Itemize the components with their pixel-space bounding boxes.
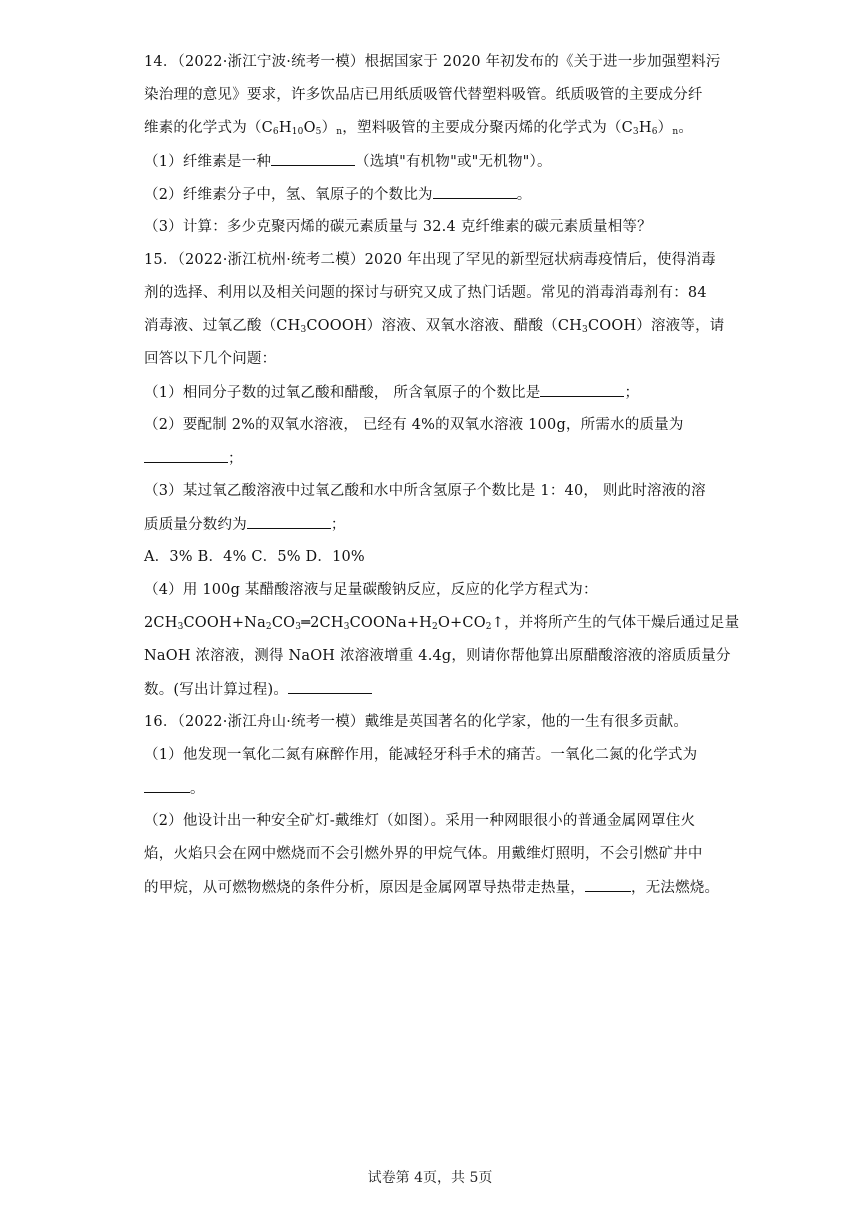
answer-blank[interactable]	[144, 778, 190, 793]
text: 维素的化学式为（C	[144, 120, 273, 136]
text: n	[672, 127, 679, 137]
q15-equation	[144, 613, 739, 633]
q16-part-2-cont: 焰，火焰只会在网中燃烧而不会引燃外界的甲烷气体。用戴维灯照明，不会引燃矿井中	[144, 846, 703, 862]
text: 2	[432, 622, 438, 632]
text: COOH+Na	[183, 615, 266, 631]
q14-line-3	[144, 118, 693, 138]
text: 消毒液、过氧乙酸（CH	[144, 318, 301, 334]
q15-part-4: （4）用 100g 某醋酸溶液与足量碳酸钠反应，反应的化学方程式为：	[144, 582, 598, 598]
text: 3	[300, 325, 307, 335]
q15-line-2: 剂的选择、利用以及相关问题的探讨与研究又成了热门话题。常见的消毒消毒剂有：84	[144, 285, 707, 301]
text: 3	[582, 325, 588, 335]
text: 3	[343, 622, 350, 632]
q16-part-2-end	[144, 877, 719, 898]
text: 6	[651, 127, 658, 137]
text: ）	[321, 120, 337, 136]
q14-part-2	[144, 184, 531, 205]
text: H	[278, 120, 292, 136]
q15-part-4-end	[144, 679, 372, 700]
text: O	[303, 120, 316, 136]
text: ；	[624, 385, 640, 401]
text: 。	[516, 187, 532, 203]
q16-part-1: （1）他发现一氧化二氮有麻醉作用，能减轻牙科手术的痛苦。一氧化二氮的化学式为	[144, 747, 698, 763]
q15-part-2-cont	[144, 448, 243, 469]
q15-part-2: （2）要配制 2%的双氧水溶液， 已经有 4%的双氧水溶液 100g，所需水的质量为	[144, 417, 684, 433]
text: n	[336, 127, 343, 137]
text: 2	[485, 622, 492, 632]
text: O+CO	[437, 615, 486, 631]
text: H	[638, 120, 652, 136]
answer-blank[interactable]	[433, 184, 517, 199]
text: COOOH）溶液、双氧水溶液、醋酸（CH	[306, 318, 583, 334]
text: ；	[330, 517, 346, 533]
q15-options: A．3% B．4% C．5% D．10%	[144, 549, 365, 565]
answer-blank[interactable]	[144, 448, 228, 463]
answer-blank[interactable]	[540, 382, 624, 397]
text: 2CH	[144, 615, 178, 631]
text: 6	[272, 127, 279, 137]
text: 的甲烷，从可燃物燃烧的条件分析，原因是金属网罩导热带走热量，	[144, 880, 585, 896]
text: CO	[271, 615, 296, 631]
text: COONa+H	[349, 615, 433, 631]
text: 数。(写出计算过程)。	[144, 682, 289, 698]
q14-line-2: 染治理的意见》要求，许多饮品店已用纸质吸管代替塑料吸管。纸质吸管的主要成分纤	[144, 87, 703, 103]
q14-line-1: 14．（2022·浙江宁波·统考一模）根据国家于 2020 年初发布的《关于进一步加强塑料污	[144, 54, 721, 70]
text: （1）相同分子数的过氧乙酸和醋酸， 所含氧原子的个数比是	[144, 385, 541, 401]
q15-line-3	[144, 316, 724, 336]
text: 5	[315, 127, 322, 137]
q15-part-1	[144, 382, 639, 403]
text: 质质量分数约为	[144, 517, 247, 533]
text: 。	[190, 781, 205, 797]
q15-part-4-cont: NaOH 浓溶液，测得 NaOH 浓溶液增重 4.4g，则请你帮他算出原醋酸溶液的溶质质量分	[144, 648, 731, 664]
text: 2	[265, 622, 272, 632]
answer-blank[interactable]	[288, 679, 372, 694]
text: ；	[228, 451, 243, 467]
page-footer: 试卷第 4页，共 5页	[367, 1170, 493, 1186]
text: 10	[291, 127, 304, 137]
q14-part-1	[144, 151, 552, 172]
text: COOH）溶液等，请	[587, 318, 725, 334]
text: （选填"有机物"或"无机物"）。	[355, 154, 552, 170]
q15-part-3-cont	[144, 514, 346, 535]
text: 3	[632, 127, 639, 137]
q14-part-3: （3）计算：多少克聚丙烯的碳元素质量与 32.4 克纤维素的碳元素质量相等？	[144, 219, 652, 235]
q16-part-2: （2）他设计出一种安全矿灯-戴维灯（如图）。采用一种网眼很小的普通金属网罩住火	[144, 813, 696, 829]
text: 3	[295, 622, 302, 632]
q15-line-4: 回答以下几个问题：	[144, 351, 277, 367]
text: ）	[657, 120, 673, 136]
q16-line-1: 16．（2022·浙江舟山·统考一模）戴维是英国著名的化学家，他的一生有很多贡献。	[144, 714, 689, 730]
text: 。	[678, 120, 694, 136]
q15-part-3: （3）某过氧乙酸溶液中过氧乙酸和水中所含氢原子个数比是 1：40， 则此时溶液的溶	[144, 483, 706, 499]
text: ═2CH	[301, 615, 344, 631]
answer-blank[interactable]	[247, 514, 331, 529]
text: 3	[177, 622, 184, 632]
q16-part-1-cont	[144, 778, 205, 799]
q15-line-1: 15．（2022·浙江杭州·统考二模）2020 年出现了罕见的新型冠状病毒疫情后，使得消毒	[144, 252, 716, 268]
text: ，塑料吸管的主要成分聚丙烯的化学式为（C	[342, 120, 633, 136]
answer-blank[interactable]	[271, 151, 355, 166]
answer-blank[interactable]	[585, 877, 631, 892]
text: ↑，并将所产生的气体干燥后通过足量	[491, 615, 740, 631]
text: ，无法燃烧。	[631, 880, 720, 896]
text: （2）纤维素分子中，氢、氧原子的个数比为	[144, 187, 433, 203]
text: （1）纤维素是一种	[144, 154, 272, 170]
